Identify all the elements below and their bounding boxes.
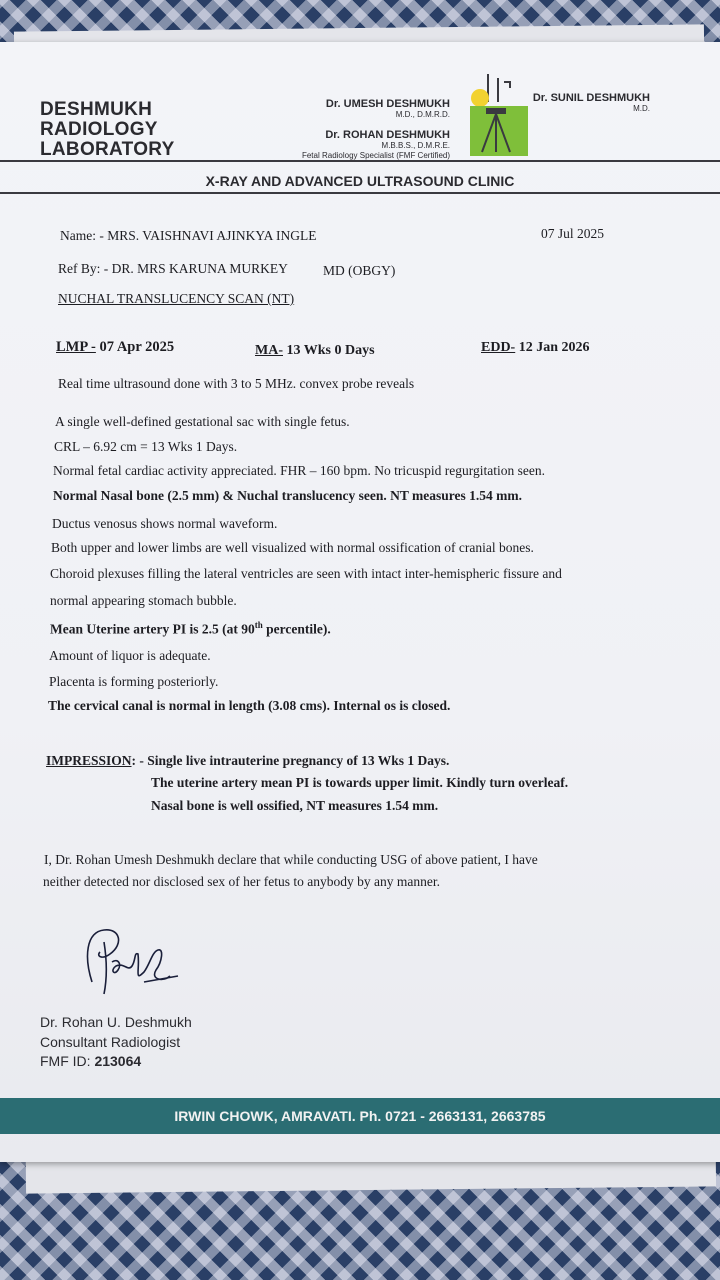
header-rule-top — [0, 160, 720, 162]
patient-name: Name: - MRS. VAISHNAVI AJINKYA INGLE — [60, 228, 317, 243]
lab-name — [40, 100, 175, 160]
finding-line: Normal fetal cardiac activity appreciated. FHR – 160 bpm. No tricuspid regurgitation seen. — [53, 463, 545, 478]
doctor-rohan-qual: M.B.B.S., D.M.R.E. — [381, 141, 450, 150]
clinic-title: X-RAY AND ADVANCED ULTRASOUND CLINIC — [205, 173, 515, 189]
doctor-umesh-qual: M.D., D.M.R.D. — [395, 110, 450, 119]
uterine-pi-text-end: percentile). — [262, 621, 331, 637]
finding-line: Choroid plexuses filling the lateral ventricles are seen with intact inter-hemispheric fissure and — [50, 566, 562, 581]
lmp-value: 07 Apr 2025 — [99, 339, 175, 355]
fmf-id — [40, 1053, 141, 1069]
edd-row — [481, 340, 590, 356]
impression-line-1: Single live intrauterine pregnancy of 13 Wks 1 Days. — [147, 753, 450, 768]
header-rule-bottom — [0, 192, 720, 194]
referred-by: Ref By: - DR. MRS KARUNA MURKEY — [58, 261, 288, 276]
footer-address: IRWIN CHOWK, AMRAVATI. Ph. 0721 - 2663131, 2663785 — [0, 1098, 720, 1134]
report-date: 07 Jul 2025 — [541, 226, 605, 241]
lmp-row — [56, 339, 174, 356]
edd-value: 12 Jan 2026 — [518, 340, 590, 355]
impression-label: IMPRESSION — [46, 753, 132, 768]
doctor-umesh-name: Dr. UMESH DESHMUKH — [325, 98, 450, 110]
handwritten-signature — [74, 922, 184, 1012]
doctor-sunil-name: Dr. SUNIL DESHMUKH — [532, 92, 650, 104]
clinic-logo — [466, 72, 532, 156]
ma-row — [255, 343, 375, 359]
uterine-pi-text: Mean Uterine artery PI is 2.5 (at 90 — [50, 621, 255, 637]
finding-line: Ductus venosus shows normal waveform. — [52, 516, 278, 531]
ma-value: 13 Wks 0 Days — [286, 343, 375, 358]
doctor-rohan-name: Dr. ROHAN DESHMUKH — [325, 129, 450, 141]
edd-label: EDD- — [481, 340, 516, 355]
lab-name-line-2: RADIOLOGY — [40, 119, 158, 140]
lmp-label: LMP - — [56, 339, 96, 355]
signatory-title: Consultant Radiologist — [40, 1034, 181, 1050]
uterine-pi-sup: th — [254, 620, 263, 630]
findings-intro: Real time ultrasound done with 3 to 5 MHz. convex probe reveals — [58, 376, 415, 391]
finding-line-uterine-pi — [50, 620, 331, 638]
doctor-rohan — [302, 129, 450, 160]
report-page — [0, 42, 720, 1162]
finding-line: The cervical canal is normal in length (3.08 cms). Internal os is closed. — [48, 698, 451, 713]
impression-separator: : - — [131, 753, 148, 768]
ma-label: MA- — [255, 343, 283, 358]
finding-line: Placenta is forming posteriorly. — [49, 674, 219, 689]
fmf-id-label: FMF ID: — [40, 1053, 95, 1069]
impression-row — [46, 753, 449, 769]
finding-line: Amount of liquor is adequate. — [49, 648, 211, 663]
finding-line: Normal Nasal bone (2.5 mm) & Nuchal translucency seen. NT measures 1.54 mm. — [53, 488, 522, 503]
scan-title: NUCHAL TRANSLUCENCY SCAN (NT) — [58, 291, 295, 306]
finding-line: normal appearing stomach bubble. — [50, 593, 237, 608]
finding-line: Both upper and lower limbs are well visualized with normal ossification of cranial bones. — [51, 540, 534, 555]
signatory-name: Dr. Rohan U. Deshmukh — [40, 1014, 192, 1030]
lab-name-line-3: LABORATORY — [40, 139, 175, 160]
lab-name-line-1: DESHMUKH — [40, 99, 153, 120]
declaration-line-2: neither detected nor disclosed sex of her fetus to anybody by any manner. — [43, 874, 441, 889]
declaration-line-1: I, Dr. Rohan Umesh Deshmukh declare that while conducting USG of above patient, I have — [44, 852, 538, 867]
doctor-rohan-specialty: Fetal Radiology Specialist (FMF Certified) — [301, 151, 450, 160]
doctor-umesh — [326, 98, 450, 120]
fmf-id-value: 213064 — [94, 1053, 142, 1069]
finding-line: A single well-defined gestational sac with single fetus. — [55, 414, 350, 429]
impression-line-2: The uterine artery mean PI is towards upper limit. Kindly turn overleaf. — [151, 775, 569, 790]
doctor-sunil — [533, 92, 650, 114]
impression-line-3: Nasal bone is well ossified, NT measures 1.54 mm. — [151, 798, 439, 813]
referrer-qualification: MD (OBGY) — [323, 263, 396, 278]
doctor-sunil-qual: M.D. — [633, 104, 650, 113]
finding-line: CRL – 6.92 cm = 13 Wks 1 Days. — [54, 439, 238, 454]
